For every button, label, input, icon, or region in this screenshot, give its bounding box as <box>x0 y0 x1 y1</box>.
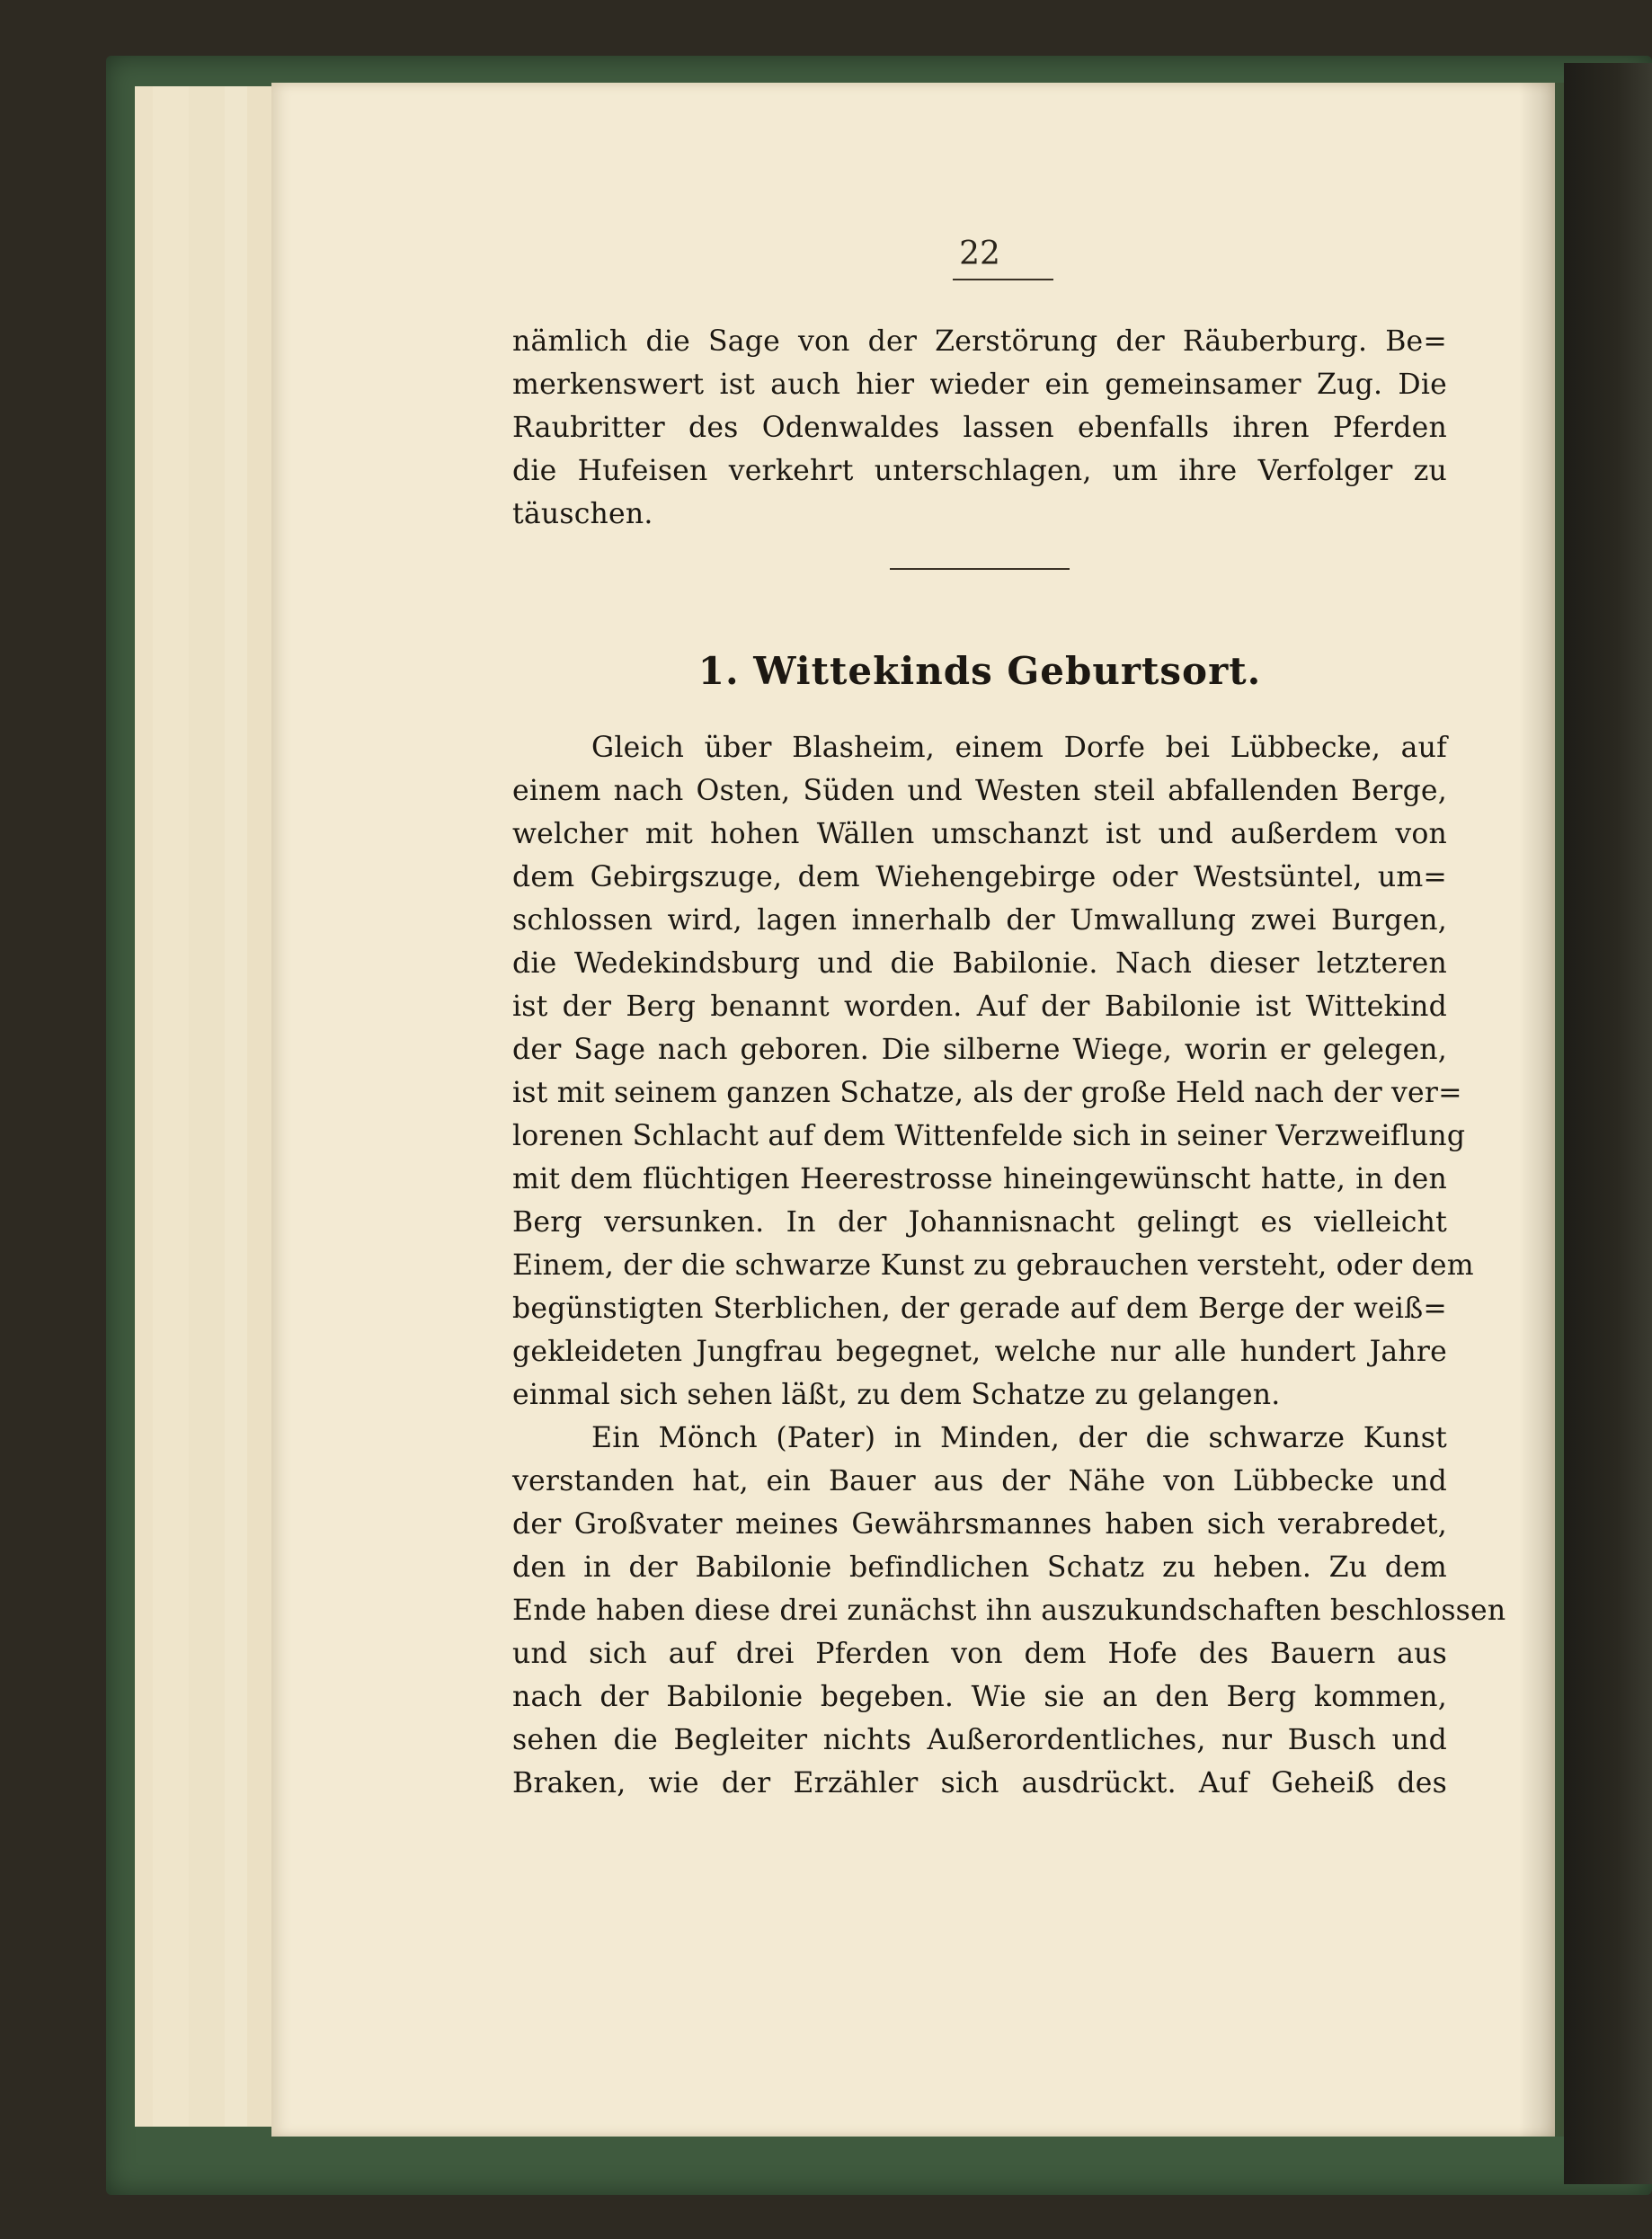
text-line: sehen die Begleiter nichts Außerordentliches, nur Busch und <box>512 1724 1447 1756</box>
text-line: der Sage nach geboren. Die silberne Wiege, worin er gelegen, <box>512 1034 1447 1066</box>
text-line: Gleich über Blasheim, einem Dorfe bei Lübbecke, auf <box>591 732 1447 764</box>
text-line: Ende haben diese drei zunächst ihn auszukundschaften beschlossen <box>512 1595 1506 1627</box>
text-line: einem nach Osten, Süden und Westen steil abfallenden Berge, <box>512 775 1447 807</box>
section-divider <box>890 568 1070 570</box>
page-number: 22 <box>959 235 1000 272</box>
text-line: den in der Babilonie befindlichen Schatz zu heben. Zu dem <box>512 1551 1447 1584</box>
text-line: Ein Mönch (Pater) in Minden, der die schwarze Kunst <box>591 1422 1447 1454</box>
text-line: merkenswert ist auch hier wieder ein gemeinsamer Zug. Die <box>512 369 1447 401</box>
text-line: Raubritter des Odenwaldes lassen ebenfalls ihren Pferden <box>512 412 1447 444</box>
text-line: ist der Berg benannt worden. Auf der Babilonie ist Wittekind <box>512 991 1447 1023</box>
text-line: die Wedekindsburg und die Babilonie. Nach dieser letzteren <box>512 947 1447 980</box>
text-line: der Großvater meines Gewährsmannes haben sich verabredet, <box>512 1508 1447 1541</box>
text-line: Berg versunken. In der Johannisnacht gelingt es vielleicht <box>512 1206 1447 1239</box>
text-line: dem Gebirgszuge, dem Wiehengebirge oder Westsüntel, um= <box>512 861 1447 893</box>
text-line: nach der Babilonie begeben. Wie sie an den Berg kommen, <box>512 1681 1447 1713</box>
text-line: einmal sich sehen läßt, zu dem Schatze zu gelangen. <box>512 1379 1281 1411</box>
text-line: Braken, wie der Erzähler sich ausdrückt. Auf Geheiß des <box>512 1767 1447 1799</box>
text-line: ist mit seinem ganzen Schatze, als der große Held nach der ver= <box>512 1077 1462 1109</box>
page-gutter-shadow <box>1519 83 1564 2137</box>
page-number-rule <box>953 279 1053 280</box>
text-line: schlossen wird, lagen innerhalb der Umwallung zwei Burgen, <box>512 904 1447 937</box>
book-cover-edge <box>1564 63 1652 2184</box>
text-line: lorenen Schlacht auf dem Wittenfelde sich in seiner Verzweiflung <box>512 1120 1466 1152</box>
text-line: die Hufeisen verkehrt unterschlagen, um ihre Verfolger zu <box>512 455 1447 487</box>
body-text <box>512 726 1506 1805</box>
text-line: gekleideten Jungfrau begegnet, welche nur alle hundert Jahre <box>512 1336 1447 1368</box>
text-line: welcher mit hohen Wällen umschanzt ist und außerdem von <box>512 818 1447 850</box>
intro-paragraph <box>512 320 1447 536</box>
text-line: und sich auf drei Pferden von dem Hofe des Bauern aus <box>512 1638 1447 1670</box>
text-line: nämlich die Sage von der Zerstörung der Räuberburg. Be= <box>512 325 1447 358</box>
text-line: täuschen. <box>512 498 653 530</box>
text-line: Einem, der die schwarze Kunst zu gebrauchen versteht, oder dem <box>512 1249 1474 1282</box>
text-line: mit dem flüchtigen Heerestrosse hineingewünscht hatte, in den <box>512 1163 1447 1195</box>
text-line: begünstigten Sterblichen, der gerade auf dem Berge der weiß= <box>512 1293 1447 1325</box>
text-line: verstanden hat, ein Bauer aus der Nähe von Lübbecke und <box>512 1465 1447 1497</box>
section-heading: 1. Wittekinds Geburtsort. <box>697 649 1262 693</box>
